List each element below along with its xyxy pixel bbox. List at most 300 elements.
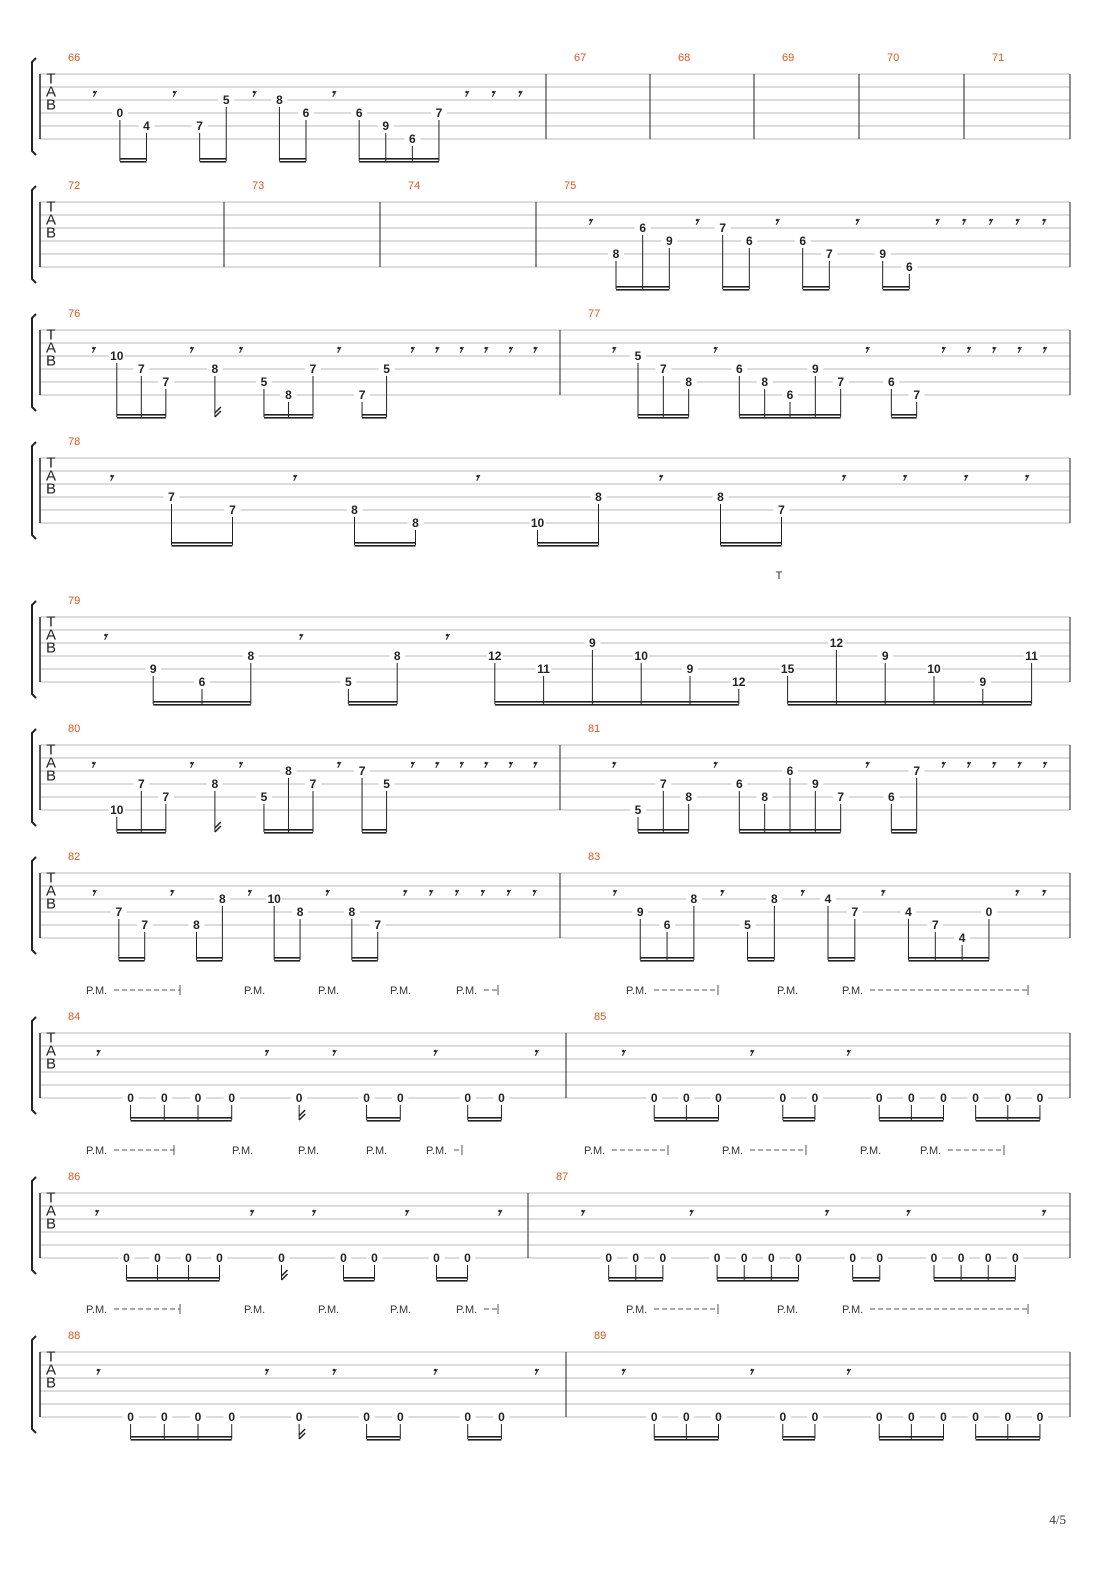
fret-number: 6: [887, 790, 895, 804]
beam: [828, 960, 855, 962]
fret-number: 8: [247, 649, 255, 663]
fret-number: 0: [605, 1251, 613, 1265]
rest-symbol: 𝄾: [879, 884, 884, 902]
rest-symbol: 𝄾: [688, 1204, 692, 1222]
beam: [853, 1277, 880, 1279]
beam: [468, 1117, 502, 1119]
fret-number: 8: [690, 892, 698, 906]
fret-number: 4: [958, 931, 966, 945]
beam: [119, 960, 145, 962]
tap-mark: T: [775, 570, 783, 582]
tab-clef-a: A: [45, 1361, 57, 1379]
beam: [359, 161, 439, 163]
tab-clef-b: B: [45, 767, 57, 785]
rest-symbol: 𝄾: [940, 756, 944, 774]
fret-number: 4: [143, 119, 150, 133]
fret-number: 12: [488, 649, 502, 663]
rest-symbol: 𝄾: [610, 756, 615, 774]
fret-number: 6: [745, 234, 753, 248]
palm-mute-mark: P.M.: [920, 1145, 942, 1157]
fret-number: 0: [740, 1251, 748, 1265]
fret-number: 0: [464, 1091, 472, 1105]
rest-symbol: 𝄾: [507, 341, 512, 359]
tab-clef-t: T: [46, 326, 56, 344]
fret-number: 7: [141, 918, 149, 932]
beam: [609, 1280, 663, 1282]
fret-number: 0: [160, 1091, 168, 1105]
fret-number: 0: [498, 1091, 505, 1105]
fret-number: 0: [984, 1251, 992, 1265]
rest-symbol: 𝄾: [712, 756, 716, 774]
rest-symbol: 𝄾: [934, 213, 938, 231]
fret-number: 0: [194, 1091, 202, 1105]
rest-symbol: 𝄾: [188, 756, 193, 774]
beam: [879, 1117, 943, 1119]
beam: [783, 1117, 815, 1119]
beam: [127, 1280, 220, 1282]
measure-number: 80: [68, 723, 81, 735]
beam: [117, 417, 166, 419]
fret-number: 8: [612, 247, 620, 261]
rest-symbol: 𝄾: [533, 1044, 538, 1062]
fret-number: 0: [930, 1251, 938, 1265]
fret-number: 6: [905, 260, 913, 274]
fret-number: 0: [340, 1251, 347, 1265]
rest-symbol: 𝄾: [1041, 341, 1046, 359]
fret-number: 0: [908, 1410, 915, 1424]
palm-mute-mark: P.M.: [777, 1304, 799, 1316]
measure-number: 87: [556, 1171, 569, 1183]
beam: [131, 1436, 232, 1438]
fret-number: 10: [634, 649, 648, 663]
palm-mute-mark: P.M.: [722, 1145, 744, 1157]
rest-symbol: 𝄾: [171, 85, 176, 103]
beam: [367, 1439, 401, 1441]
rest-symbol: 𝄾: [432, 1363, 436, 1381]
fret-number: 9: [589, 636, 596, 650]
fret-number: 0: [185, 1251, 192, 1265]
rest-symbol: 𝄾: [1040, 884, 1045, 902]
fret-number: 0: [116, 106, 124, 120]
beam: [638, 417, 689, 419]
tab-clef-t: T: [46, 1029, 56, 1047]
rest-symbol: 𝄾: [330, 1044, 335, 1062]
fret-number: 8: [351, 503, 358, 517]
fret-number: 7: [168, 490, 175, 504]
beam: [117, 414, 166, 416]
rest-symbol: 𝄾: [845, 1363, 850, 1381]
rest-symbol: 𝄾: [611, 884, 616, 902]
tab-clef-b: B: [45, 1055, 57, 1073]
fret-number: 0: [713, 1251, 721, 1265]
fret-number: 8: [761, 790, 769, 804]
fret-number: 5: [383, 362, 390, 376]
rest-symbol: 𝄾: [482, 341, 487, 359]
beam: [638, 832, 689, 834]
rest-symbol: 𝄾: [453, 884, 458, 902]
rest-symbol: 𝄾: [263, 1044, 268, 1062]
measure-number: 89: [594, 1330, 607, 1342]
rest-symbol: 𝄾: [840, 469, 845, 487]
fret-number: 8: [348, 905, 356, 919]
rest-symbol: 𝄾: [579, 1204, 584, 1222]
measure-number: 72: [68, 180, 81, 192]
fret-number: 0: [940, 1410, 947, 1424]
tab-clef-b: B: [45, 480, 57, 498]
fret-number: 0: [127, 1091, 134, 1105]
rest-symbol: 𝄾: [458, 756, 463, 774]
rest-symbol: 𝄾: [965, 341, 970, 359]
rest-symbol: 𝄾: [335, 756, 340, 774]
tab-clef-b: B: [45, 352, 57, 370]
beam: [172, 545, 233, 547]
rest-symbol: 𝄾: [297, 628, 302, 646]
fret-number: 0: [1036, 1410, 1044, 1424]
beam: [654, 1439, 718, 1441]
fret-number: 6: [639, 221, 647, 235]
fret-number: 9: [382, 119, 390, 133]
beam: [197, 957, 223, 959]
fret-number: 7: [115, 905, 123, 919]
fret-number: 7: [659, 362, 667, 376]
beam: [976, 1120, 1040, 1122]
beam: [359, 158, 439, 160]
fret-number: 0: [464, 1251, 471, 1265]
measure-number: 78: [68, 436, 81, 448]
tab-clef-t: T: [46, 869, 56, 887]
rest-symbol: 𝄾: [1016, 756, 1020, 774]
fret-number: 8: [412, 516, 419, 530]
fret-number: 12: [829, 636, 844, 650]
rest-symbol: 𝄾: [90, 884, 95, 902]
rest-symbol: 𝄾: [987, 213, 992, 231]
beam: [120, 158, 147, 160]
fret-number: 0: [779, 1091, 787, 1105]
rest-symbol: 𝄾: [433, 756, 438, 774]
rest-symbol: 𝄾: [904, 1204, 909, 1222]
beam: [616, 289, 669, 291]
fret-number: 5: [634, 349, 642, 363]
palm-mute-mark: P.M.: [232, 1145, 254, 1157]
tab-clef-a: A: [45, 467, 57, 485]
rest-symbol: 𝄾: [774, 213, 778, 231]
beam: [609, 1277, 663, 1279]
fret-number: 7: [358, 388, 366, 402]
beam: [640, 960, 694, 962]
beam: [367, 1436, 401, 1438]
rest-symbol: 𝄾: [960, 213, 965, 231]
fret-number: 7: [374, 918, 382, 932]
fret-number: 9: [879, 247, 887, 261]
page-number: 4/5: [1049, 1512, 1066, 1527]
tab-clef-b: B: [45, 1374, 57, 1392]
beam: [853, 1280, 880, 1282]
measure-number: 86: [68, 1171, 81, 1183]
fret-number: 0: [464, 1410, 472, 1424]
fret-number: 0: [127, 1410, 134, 1424]
note-flag: [215, 407, 221, 417]
fret-number: 0: [715, 1410, 722, 1424]
beam: [352, 960, 378, 962]
beam: [468, 1439, 502, 1441]
beam: [538, 542, 599, 544]
fret-number: 7: [162, 375, 170, 389]
beam: [721, 542, 782, 544]
beam: [908, 960, 988, 962]
rest-symbol: 𝄾: [610, 341, 615, 359]
beam: [654, 1117, 718, 1119]
tab-clef-a: A: [45, 211, 57, 229]
tab-clef-t: T: [46, 198, 56, 216]
rest-symbol: 𝄾: [531, 884, 536, 902]
beam: [200, 158, 227, 160]
fret-number: 0: [433, 1251, 440, 1265]
rest-symbol: 𝄾: [108, 469, 113, 487]
fret-number: 5: [634, 803, 642, 817]
fret-number: 0: [849, 1251, 857, 1265]
fret-number: 15: [780, 662, 795, 676]
rest-symbol: 𝄾: [864, 756, 868, 774]
palm-mute-mark: P.M.: [86, 1304, 108, 1316]
fret-number: 10: [267, 892, 281, 906]
beam: [748, 960, 775, 962]
fret-number: 7: [913, 388, 921, 402]
system-bracket: [32, 442, 36, 539]
measure-number: 84: [68, 1011, 81, 1023]
tab-clef-t: T: [46, 454, 56, 472]
fret-number: 9: [686, 662, 694, 676]
beam: [891, 417, 916, 419]
measure-number: 68: [678, 52, 691, 64]
system-bracket: [32, 186, 36, 283]
beam: [172, 542, 233, 544]
rest-symbol: 𝄾: [854, 213, 858, 231]
beam: [788, 704, 1032, 706]
measure-number: 79: [68, 595, 81, 607]
fret-number: 0: [1011, 1251, 1019, 1265]
fret-number: 6: [198, 675, 206, 689]
fret-number: 8: [276, 93, 283, 107]
fret-number: 9: [811, 777, 819, 791]
rest-symbol: 𝄾: [490, 85, 495, 103]
beam: [934, 1277, 1015, 1279]
rest-symbol: 𝄾: [330, 85, 335, 103]
beam: [153, 701, 251, 703]
note-flag: [282, 1270, 288, 1280]
fret-number: 12: [732, 675, 746, 689]
fret-number: 7: [837, 790, 845, 804]
beam: [348, 704, 397, 706]
rest-symbol: 𝄾: [965, 756, 970, 774]
fret-number: 0: [228, 1091, 236, 1105]
beam: [362, 417, 387, 419]
note-flag: [299, 1429, 305, 1439]
measure-number: 81: [588, 723, 601, 735]
palm-mute-mark: P.M.: [298, 1145, 320, 1157]
rest-symbol: 𝄾: [482, 756, 487, 774]
beam: [274, 957, 300, 959]
fret-number: 0: [396, 1091, 404, 1105]
rest-symbol: 𝄾: [1013, 884, 1018, 902]
system-bracket: [32, 58, 36, 155]
beam: [120, 161, 147, 163]
rest-symbol: 𝄾: [474, 469, 479, 487]
beam: [367, 1117, 401, 1119]
beam: [723, 286, 750, 288]
rest-symbol: 𝄾: [237, 341, 242, 359]
rest-symbol: 𝄾: [91, 85, 96, 103]
rest-symbol: 𝄾: [1014, 213, 1018, 231]
rest-symbol: 𝄾: [188, 341, 193, 359]
rest-symbol: 𝄾: [864, 341, 868, 359]
palm-mute-mark: P.M.: [86, 1145, 108, 1157]
palm-mute-mark: P.M.: [390, 985, 412, 997]
beam: [197, 960, 223, 962]
palm-mute-mark: P.M.: [86, 985, 108, 997]
rest-symbol: 𝄾: [444, 628, 448, 646]
beam: [367, 1120, 401, 1122]
beam: [131, 1120, 232, 1122]
rest-symbol: 𝄾: [102, 628, 107, 646]
beam: [437, 1280, 468, 1282]
beam: [739, 832, 840, 834]
palm-mute-mark: P.M.: [626, 985, 648, 997]
rest-symbol: 𝄾: [718, 884, 723, 902]
palm-mute-mark: P.M.: [366, 1145, 388, 1157]
rest-symbol: 𝄾: [458, 341, 463, 359]
fret-number: 0: [972, 1091, 979, 1105]
beam: [803, 286, 830, 288]
rest-symbol: 𝄾: [432, 1044, 436, 1062]
palm-mute-mark: P.M.: [584, 1145, 606, 1157]
beam: [879, 1439, 943, 1441]
rest-symbol: 𝄾: [1040, 1204, 1045, 1222]
rest-symbol: 𝄾: [507, 756, 512, 774]
fret-number: 7: [778, 503, 785, 517]
fret-number: 0: [632, 1251, 640, 1265]
rest-symbol: 𝄾: [168, 884, 173, 902]
beam: [891, 414, 916, 416]
fret-number: 7: [137, 777, 145, 791]
fret-number: 6: [799, 234, 807, 248]
fret-number: 0: [779, 1410, 787, 1424]
rest-symbol: 𝄾: [940, 341, 944, 359]
fret-number: 8: [296, 905, 304, 919]
beam: [640, 957, 694, 959]
fret-number: 0: [216, 1251, 223, 1265]
measure-number: 85: [594, 1011, 607, 1023]
fret-number: 8: [595, 490, 602, 504]
fret-number: 7: [137, 362, 145, 376]
rest-symbol: 𝄾: [263, 1363, 268, 1381]
palm-mute-mark: P.M.: [626, 1304, 648, 1316]
fret-number: 0: [985, 905, 993, 919]
fret-number: 0: [811, 1410, 819, 1424]
tab-clef-a: A: [45, 1042, 57, 1060]
rest-symbol: 𝄾: [962, 469, 967, 487]
system-bracket: [32, 314, 36, 411]
beam: [274, 960, 300, 962]
tab-clef-b: B: [45, 639, 57, 657]
tab-clef-t: T: [46, 70, 56, 88]
fret-number: 4: [824, 892, 832, 906]
fret-number: 0: [1036, 1091, 1044, 1105]
fret-number: 7: [309, 362, 317, 376]
fret-number: 7: [931, 918, 939, 932]
beam: [828, 957, 855, 959]
rest-symbol: 𝄾: [901, 469, 906, 487]
fret-number: 6: [735, 362, 743, 376]
fret-number: 7: [196, 119, 203, 133]
measure-number: 82: [68, 851, 81, 863]
palm-mute-mark: P.M.: [860, 1145, 882, 1157]
rest-symbol: 𝄾: [845, 1044, 850, 1062]
tab-clef-b: B: [45, 96, 57, 114]
rest-symbol: 𝄾: [533, 1363, 538, 1381]
rest-symbol: 𝄾: [712, 341, 716, 359]
fret-number: 7: [659, 777, 667, 791]
measure-number: 75: [564, 180, 577, 192]
fret-number: 8: [717, 490, 724, 504]
rest-symbol: 𝄾: [990, 341, 995, 359]
beam: [344, 1280, 375, 1282]
fret-number: 7: [719, 221, 727, 235]
measure-number: 71: [992, 52, 1005, 64]
rest-symbol: 𝄾: [94, 1044, 99, 1062]
fret-number: 0: [876, 1251, 884, 1265]
rest-symbol: 𝄾: [620, 1363, 625, 1381]
rest-symbol: 𝄾: [427, 884, 432, 902]
fret-number: 0: [659, 1251, 667, 1265]
beam: [638, 414, 689, 416]
fret-number: 9: [811, 362, 819, 376]
rest-symbol: 𝄾: [401, 884, 406, 902]
fret-number: 0: [363, 1091, 370, 1105]
fret-number: 7: [309, 777, 317, 791]
rest-symbol: 𝄾: [248, 1204, 253, 1222]
beam: [362, 414, 387, 416]
fret-number: 0: [1004, 1410, 1012, 1424]
rest-symbol: 𝄾: [90, 341, 95, 359]
fret-number: 9: [979, 675, 987, 689]
rest-symbol: 𝄾: [433, 341, 438, 359]
fret-number: 7: [358, 764, 366, 778]
fret-number: 6: [887, 375, 895, 389]
fret-number: 9: [636, 905, 644, 919]
fret-number: 5: [383, 777, 390, 791]
palm-mute-mark: P.M.: [842, 1304, 864, 1316]
tab-clef-a: A: [45, 754, 57, 772]
beam: [883, 289, 910, 291]
fret-number: 6: [735, 777, 743, 791]
fret-number: 8: [211, 777, 219, 791]
rest-symbol: 𝄾: [823, 1204, 828, 1222]
beam: [264, 829, 313, 831]
fret-number: 9: [881, 649, 889, 663]
beam: [783, 1436, 815, 1438]
fret-number: 7: [229, 503, 236, 517]
rest-symbol: 𝄾: [1040, 213, 1045, 231]
beam: [200, 161, 227, 163]
rest-symbol: 𝄾: [463, 85, 468, 103]
beam: [934, 1280, 1015, 1282]
beam: [739, 417, 840, 419]
measure-number: 70: [887, 52, 900, 64]
rest-symbol: 𝄾: [330, 1363, 335, 1381]
fret-number: 0: [228, 1410, 236, 1424]
fret-number: 0: [1004, 1091, 1012, 1105]
measure-number: 77: [588, 308, 601, 320]
